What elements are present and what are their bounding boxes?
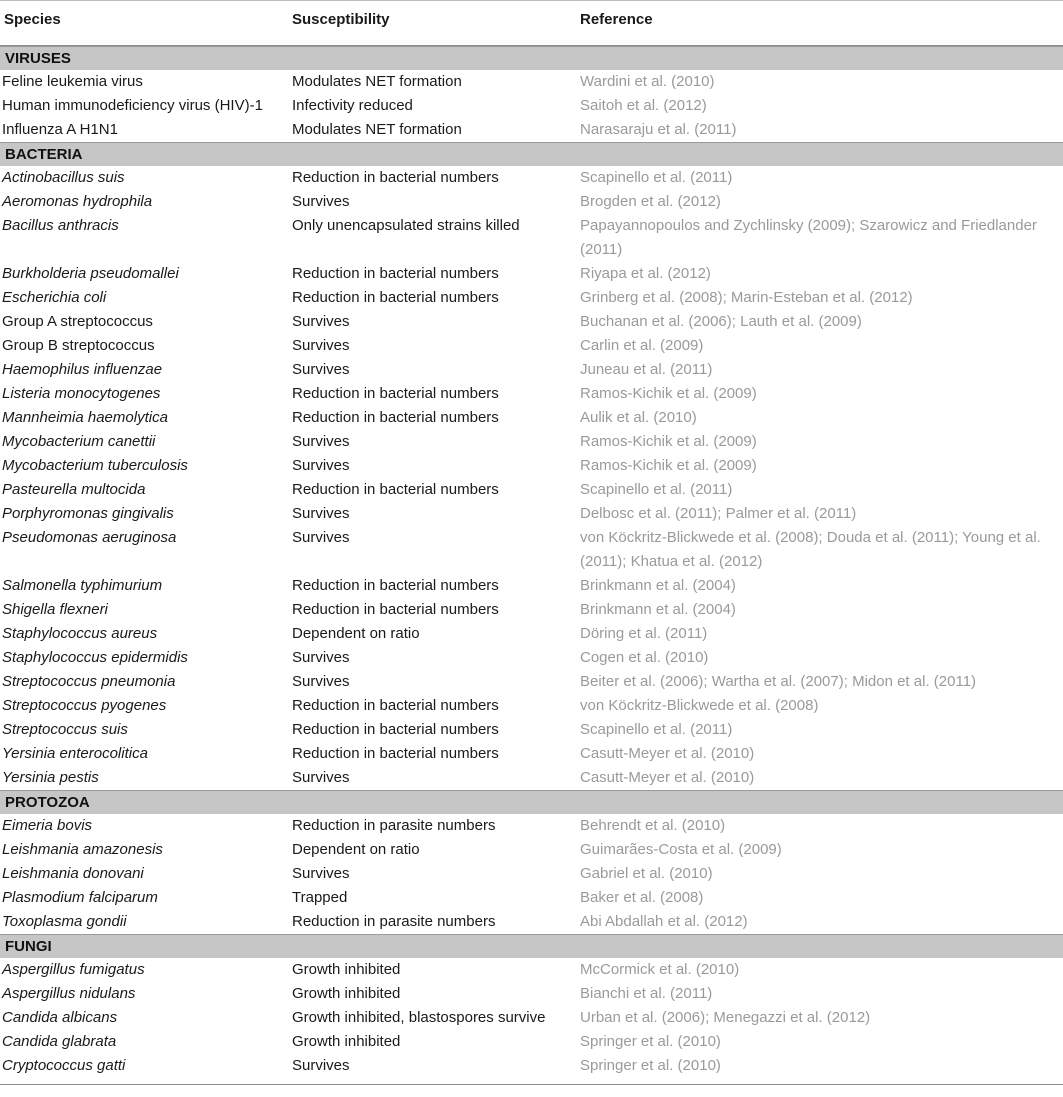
- reference-cell: Delbosc et al. (2011); Palmer et al. (2011): [580, 505, 857, 522]
- susceptibility-cell: Survives: [292, 865, 350, 882]
- reference-cell: Scapinello et al. (2011): [580, 721, 733, 738]
- susceptibility-cell: Only unencapsulated strains killed: [292, 217, 520, 234]
- table-row: [0, 1030, 1063, 1054]
- species-cell: Pseudomonas aeruginosa: [2, 529, 177, 546]
- susceptibility-cell: Growth inhibited, blastospores survive: [292, 1009, 546, 1026]
- susceptibility-cell: Infectivity reduced: [292, 97, 413, 114]
- reference-cell: Abi Abdallah et al. (2012): [580, 913, 748, 930]
- header-susceptibility: Susceptibility: [292, 11, 390, 28]
- species-cell: Escherichia coli: [2, 289, 107, 306]
- susceptibility-cell: Survives: [292, 529, 350, 546]
- table-row: [0, 406, 1063, 430]
- header-reference: Reference: [580, 11, 653, 28]
- susceptibility-cell: Trapped: [292, 889, 348, 906]
- species-cell: Burkholderia pseudomallei: [2, 265, 179, 282]
- susceptibility-cell: Reduction in bacterial numbers: [292, 481, 499, 498]
- species-cell: Mycobacterium tuberculosis: [2, 457, 188, 474]
- reference-cell: Baker et al. (2008): [580, 889, 704, 906]
- table-row: [0, 622, 1063, 646]
- susceptibility-cell: Survives: [292, 193, 350, 210]
- table-row: [0, 94, 1063, 118]
- table-row: [0, 958, 1063, 982]
- species-cell: Aspergillus nidulans: [2, 985, 136, 1002]
- susceptibility-cell: Survives: [292, 313, 350, 330]
- species-cell: Eimeria bovis: [2, 817, 93, 834]
- reference-cell: Springer et al. (2010): [580, 1033, 721, 1050]
- susceptibility-cell: Survives: [292, 337, 350, 354]
- section-title: VIRUSES: [5, 50, 71, 67]
- table-row: [0, 478, 1063, 502]
- species-cell: Human immunodeficiency virus (HIV)-1: [2, 97, 263, 114]
- reference-cell: Wardini et al. (2010): [580, 73, 715, 90]
- table-row: [0, 814, 1063, 838]
- table-row: [0, 286, 1063, 310]
- bottom-rule: [0, 1084, 1063, 1085]
- reference-cell: Gabriel et al. (2010): [580, 865, 713, 882]
- susceptibility-cell: Reduction in parasite numbers: [292, 913, 496, 930]
- reference-cell: Brinkmann et al. (2004): [580, 601, 736, 618]
- reference-cell: Saitoh et al. (2012): [580, 97, 707, 114]
- species-cell: Porphyromonas gingivalis: [2, 505, 174, 522]
- table-row: [0, 646, 1063, 670]
- species-cell: Mannheimia haemolytica: [2, 409, 168, 426]
- species-cell: Toxoplasma gondii: [2, 913, 127, 930]
- susceptibility-cell: Reduction in bacterial numbers: [292, 409, 499, 426]
- species-cell: Cryptococcus gatti: [2, 1057, 126, 1074]
- species-cell: Streptococcus pneumonia: [2, 673, 176, 690]
- table-row: [0, 766, 1063, 790]
- species-cell: Influenza A H1N1: [2, 121, 118, 138]
- species-cell: Candida albicans: [2, 1009, 118, 1026]
- reference-cell: Bianchi et al. (2011): [580, 985, 713, 1002]
- table-row: [0, 262, 1063, 286]
- reference-cell: Buchanan et al. (2006); Lauth et al. (2009): [580, 313, 862, 330]
- reference-cell: Carlin et al. (2009): [580, 337, 704, 354]
- species-cell: Yersinia enterocolitica: [2, 745, 148, 762]
- susceptibility-cell: Modulates NET formation: [292, 121, 462, 138]
- susceptibility-cell: Reduction in bacterial numbers: [292, 577, 499, 594]
- table-row: [0, 430, 1063, 454]
- reference-cell: McCormick et al. (2010): [580, 961, 740, 978]
- susceptibility-cell: Reduction in bacterial numbers: [292, 721, 499, 738]
- table-row: [0, 382, 1063, 406]
- table-row: [0, 742, 1063, 766]
- species-cell: Mycobacterium canettii: [2, 433, 156, 450]
- species-cell: Haemophilus influenzae: [2, 361, 163, 378]
- species-cell: Group A streptococcus: [2, 313, 153, 330]
- susceptibility-cell: Reduction in bacterial numbers: [292, 601, 499, 618]
- reference-cell: Guimarães-Costa et al. (2009): [580, 841, 782, 858]
- section-title: FUNGI: [5, 938, 52, 955]
- susceptibility-cell: Survives: [292, 673, 350, 690]
- table-row: [0, 838, 1063, 862]
- table-row: [0, 910, 1063, 934]
- susceptibility-cell: Survives: [292, 769, 350, 786]
- table-row: [0, 526, 1063, 574]
- susceptibility-cell: Reduction in bacterial numbers: [292, 265, 499, 282]
- table-row: [0, 1054, 1063, 1078]
- reference-cell: Beiter et al. (2006); Wartha et al. (2007); Midon et al. (2011): [580, 673, 977, 690]
- table-row: [0, 862, 1063, 886]
- susceptibility-cell: Growth inhibited: [292, 961, 401, 978]
- table-row: [0, 574, 1063, 598]
- susceptibility-cell: Reduction in bacterial numbers: [292, 745, 499, 762]
- susceptibility-cell: Survives: [292, 649, 350, 666]
- reference-cell: Riyapa et al. (2012): [580, 265, 711, 282]
- species-cell: Listeria monocytogenes: [2, 385, 161, 402]
- table-row: [0, 358, 1063, 382]
- table-header: [0, 0, 1063, 46]
- species-cell: Bacillus anthracis: [2, 217, 119, 234]
- table-row: [0, 982, 1063, 1006]
- table-row: [0, 310, 1063, 334]
- table-row: [0, 214, 1063, 262]
- reference-cell: Scapinello et al. (2011): [580, 481, 733, 498]
- reference-cell: Narasaraju et al. (2011): [580, 121, 737, 138]
- species-cell: Feline leukemia virus: [2, 73, 143, 90]
- reference-cell: Behrendt et al. (2010): [580, 817, 726, 834]
- susceptibility-cell: Survives: [292, 1057, 350, 1074]
- species-cell: Aeromonas hydrophila: [2, 193, 153, 210]
- table-row: [0, 70, 1063, 94]
- susceptibility-cell: Reduction in bacterial numbers: [292, 289, 499, 306]
- table-row: [0, 670, 1063, 694]
- reference-cell: Cogen et al. (2010): [580, 649, 709, 666]
- reference-cell: Scapinello et al. (2011): [580, 169, 733, 186]
- species-cell: Actinobacillus suis: [2, 169, 125, 186]
- reference-cell: Springer et al. (2010): [580, 1057, 721, 1074]
- species-cell: Streptococcus suis: [2, 721, 128, 738]
- susceptibility-cell: Survives: [292, 457, 350, 474]
- species-cell: Shigella flexneri: [2, 601, 108, 618]
- reference-cell: Papayannopoulos and Zychlinsky (2009); Szarowicz and Friedlander (2011): [580, 217, 1037, 258]
- section-title: BACTERIA: [5, 146, 83, 163]
- species-cell: Candida glabrata: [2, 1033, 117, 1050]
- table-body: [0, 46, 1063, 1078]
- susceptibility-cell: Reduction in bacterial numbers: [292, 169, 499, 186]
- susceptibility-cell: Reduction in bacterial numbers: [292, 385, 499, 402]
- table-row: [0, 454, 1063, 478]
- species-cell: Streptococcus pyogenes: [2, 697, 167, 714]
- table-row: [0, 166, 1063, 190]
- susceptibility-cell: Modulates NET formation: [292, 73, 462, 90]
- reference-cell: Aulik et al. (2010): [580, 409, 697, 426]
- table-row: [0, 118, 1063, 142]
- section-header: [0, 46, 1063, 70]
- reference-cell: Casutt-Meyer et al. (2010): [580, 745, 755, 762]
- section-header: [0, 142, 1063, 166]
- susceptibility-cell: Growth inhibited: [292, 985, 401, 1002]
- table-row: [0, 502, 1063, 526]
- species-cell: Staphylococcus epidermidis: [2, 649, 188, 666]
- section-title: PROTOZOA: [5, 794, 90, 811]
- table-row: [0, 694, 1063, 718]
- reference-cell: Ramos-Kichik et al. (2009): [580, 457, 757, 474]
- section-header: [0, 934, 1063, 958]
- header-species: Species: [4, 11, 61, 28]
- reference-cell: Brogden et al. (2012): [580, 193, 721, 210]
- susceptibility-cell: Survives: [292, 433, 350, 450]
- susceptibility-cell: Survives: [292, 361, 350, 378]
- susceptibility-cell: Reduction in parasite numbers: [292, 817, 496, 834]
- reference-cell: Grinberg et al. (2008); Marin-Esteban et al. (2012): [580, 289, 913, 306]
- species-cell: Yersinia pestis: [2, 769, 99, 786]
- susceptibility-cell: Survives: [292, 505, 350, 522]
- table-row: [0, 190, 1063, 214]
- reference-cell: von Köckritz-Blickwede et al. (2008): [580, 697, 819, 714]
- reference-cell: Ramos-Kichik et al. (2009): [580, 433, 757, 450]
- species-cell: Pasteurella multocida: [2, 481, 146, 498]
- species-cell: Staphylococcus aureus: [2, 625, 158, 642]
- susceptibility-cell: Dependent on ratio: [292, 841, 420, 858]
- species-cell: Aspergillus fumigatus: [2, 961, 145, 978]
- reference-cell: Urban et al. (2006); Menegazzi et al. (2012): [580, 1009, 871, 1026]
- reference-cell: Ramos-Kichik et al. (2009): [580, 385, 757, 402]
- susceptibility-cell: Dependent on ratio: [292, 625, 420, 642]
- table-row: [0, 718, 1063, 742]
- table-row: [0, 886, 1063, 910]
- table-row: [0, 334, 1063, 358]
- species-cell: Salmonella typhimurium: [2, 577, 163, 594]
- reference-cell: Juneau et al. (2011): [580, 361, 713, 378]
- susceptibility-cell: Growth inhibited: [292, 1033, 401, 1050]
- reference-cell: Casutt-Meyer et al. (2010): [580, 769, 755, 786]
- susceptibility-cell: Reduction in bacterial numbers: [292, 697, 499, 714]
- species-cell: Plasmodium falciparum: [2, 889, 158, 906]
- reference-cell: Döring et al. (2011): [580, 625, 708, 642]
- species-cell: Leishmania donovani: [2, 865, 144, 882]
- table-row: [0, 1006, 1063, 1030]
- species-cell: Leishmania amazonesis: [2, 841, 163, 858]
- reference-cell: Brinkmann et al. (2004): [580, 577, 736, 594]
- reference-cell: von Köckritz-Blickwede et al. (2008); Douda et al. (2011); Young et al. (2011); Khatua et al. (2012): [580, 529, 1041, 570]
- section-header: [0, 790, 1063, 814]
- species-cell: Group B streptococcus: [2, 337, 155, 354]
- table-row: [0, 598, 1063, 622]
